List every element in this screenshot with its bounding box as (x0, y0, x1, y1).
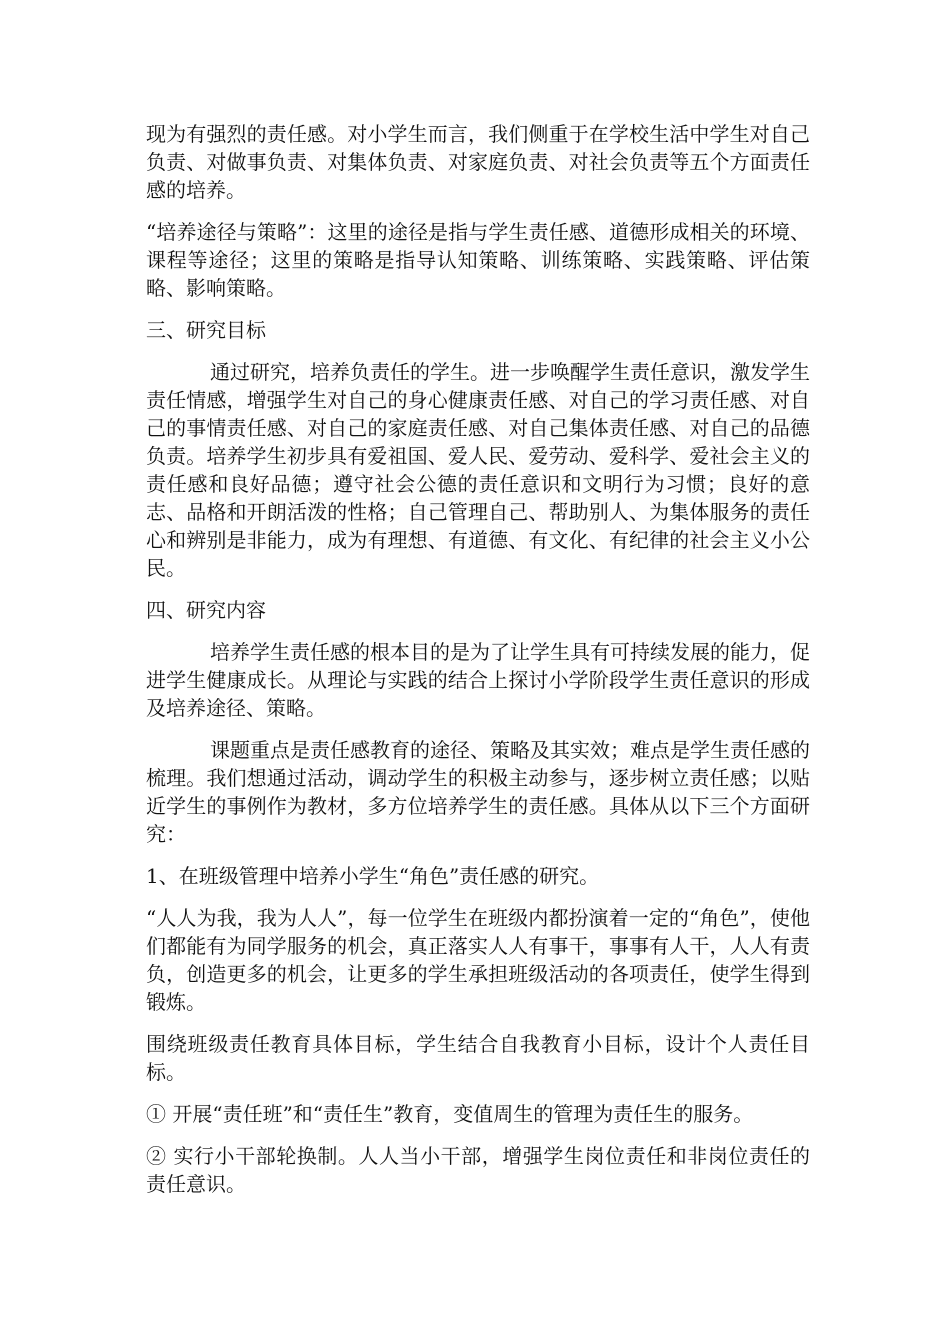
document-page (146, 120, 810, 1212)
list-item-cadre-rotation: ② 实行小干部轮换制。人人当小干部，增强学生岗位责任和非岗位责任的责任意识。 (146, 1144, 810, 1196)
paragraph-paths-strategies: “培养途径与策略”：这里的途径是指与学生责任感、道德形成相关的环境、课程等途径；这里的策略是指导认知策略、训练策略、实践策略、评估策略、影响策略。 (146, 220, 810, 300)
paragraph-responsibility-intro: 现为有强烈的责任感。对小学生而言，我们侧重于在学校生活中学生对自己负责、对做事负责、对集体负责、对家庭负责、对社会负责等五个方面责任感的培养。 (146, 122, 810, 202)
paragraph-role-responsibility: “人人为我，我为人人”，每一位学生在班级内都扮演着一定的“角色”，使他们都能有为同学服务的机会，真正落实人人有事干，事事有人干，人人有责负，创造更多的机会，让更多的学生承担班级活动的各项责任，使学生得到锻炼。 (146, 906, 810, 1014)
section-heading-research-content: 四、研究内容 (146, 598, 266, 622)
list-item-class-management: 1、在班级管理中培养小学生“角色”责任感的研究。 (146, 864, 600, 888)
paragraph-fundamental-purpose: 培养学生责任感的根本目的是为了让学生具有可持续发展的能力，促进学生健康成长。从理论与实践的结合上探讨小学阶段学生责任意识的形成及培养途径、策略。 (146, 640, 810, 720)
paragraph-personal-goals: 围绕班级责任教育具体目标，学生结合自我教育小目标，设计个人责任目标。 (146, 1032, 810, 1084)
paragraph-research-goals: 通过研究，培养负责任的学生。进一步唤醒学生责任意识，激发学生责任情感，增强学生对自己的身心健康责任感、对自己的学习责任感、对自己的事情责任感、对自己的家庭责任感、对自己集体责任感、对自己的品德负责。培养学生初步具有爱祖国、爱人民、爱劳动、爱科学、爱社会主义的责任感和良好品德；遵守社会公德的责任意识和文明行为习惯；良好的意志、品格和开朗活泼的性格；自己管理自己、帮助别人、为集体服务的责任心和辨别是非能力，成为有理想、有道德、有文化、有纪律的社会主义小公民。 (146, 360, 810, 580)
list-item-responsible-class: ① 开展“责任班”和“责任生”教育，变值周生的管理为责任生的服务。 (146, 1102, 754, 1126)
paragraph-key-points: 课题重点是责任感教育的途径、策略及其实效；难点是学生责任感的梳理。我们想通过活动，调动学生的积极主动参与，逐步树立责任感；以贴近学生的事例作为教材，多方位培养学生的责任感。具体从以下三个方面研究： (146, 738, 810, 846)
section-heading-research-goals: 三、研究目标 (146, 318, 266, 342)
